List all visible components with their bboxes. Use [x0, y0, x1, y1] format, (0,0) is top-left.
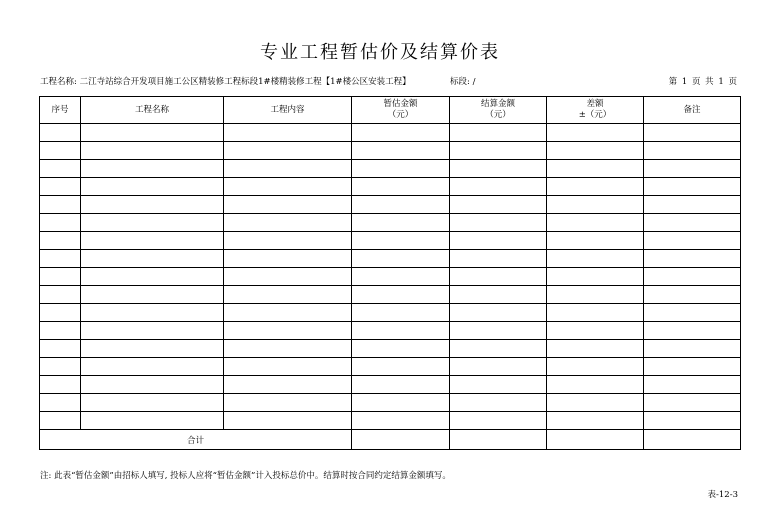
cell-remark	[644, 412, 741, 430]
table-row	[40, 286, 741, 304]
cell-index	[40, 376, 81, 394]
cell-difference	[547, 124, 644, 142]
cell-content	[224, 304, 352, 322]
cell-estimate	[352, 412, 450, 430]
cell-estimate	[352, 232, 450, 250]
table-row	[40, 376, 741, 394]
cell-difference	[547, 340, 644, 358]
cell-content	[224, 268, 352, 286]
col-header-estimate: 暂估金额 （元）	[352, 97, 450, 124]
cell-name	[81, 394, 224, 412]
cell-name	[81, 322, 224, 340]
cell-index	[40, 124, 81, 142]
cell-remark	[644, 340, 741, 358]
cell-index	[40, 160, 81, 178]
cell-index	[40, 196, 81, 214]
cell-content	[224, 124, 352, 142]
cell-name	[81, 250, 224, 268]
cell-index	[40, 232, 81, 250]
table-header-row	[40, 97, 741, 124]
section-label: 标段: /	[450, 77, 476, 87]
cell-content	[224, 178, 352, 196]
cell-content	[224, 322, 352, 340]
total-difference-cell	[547, 430, 644, 450]
cell-settlement	[450, 412, 547, 430]
cell-settlement	[450, 196, 547, 214]
cell-remark	[644, 286, 741, 304]
cell-name	[81, 376, 224, 394]
cell-settlement	[450, 124, 547, 142]
cell-remark	[644, 376, 741, 394]
cell-settlement	[450, 286, 547, 304]
cell-difference	[547, 214, 644, 232]
cell-settlement	[450, 394, 547, 412]
cell-index	[40, 394, 81, 412]
cell-content	[224, 250, 352, 268]
cell-name	[81, 232, 224, 250]
table-row	[40, 358, 741, 376]
cell-remark	[644, 196, 741, 214]
cell-estimate	[352, 376, 450, 394]
cell-name	[81, 358, 224, 376]
cell-estimate	[352, 340, 450, 358]
cell-remark	[644, 394, 741, 412]
cell-settlement	[450, 214, 547, 232]
cell-difference	[547, 322, 644, 340]
cell-remark	[644, 160, 741, 178]
cell-settlement	[450, 268, 547, 286]
cell-estimate	[352, 322, 450, 340]
cell-index	[40, 358, 81, 376]
table-row	[40, 178, 741, 196]
col-header-content: 工程内容	[224, 97, 352, 124]
table-row	[40, 412, 741, 430]
cell-remark	[644, 268, 741, 286]
cell-content	[224, 340, 352, 358]
cell-content	[224, 376, 352, 394]
table-row	[40, 214, 741, 232]
cell-content	[224, 196, 352, 214]
cell-remark	[644, 142, 741, 160]
cell-estimate	[352, 268, 450, 286]
cell-estimate	[352, 250, 450, 268]
cell-index	[40, 322, 81, 340]
project-name: 工程名称: 二江寺站综合开发项目施工公区精装修工程标段1#楼精装修工程【1#楼公区安装工程】	[40, 77, 411, 87]
cell-estimate	[352, 178, 450, 196]
cell-content	[224, 142, 352, 160]
cell-estimate	[352, 304, 450, 322]
cell-difference	[547, 376, 644, 394]
total-row	[40, 430, 741, 450]
col-header-name: 工程名称	[81, 97, 224, 124]
cell-remark	[644, 124, 741, 142]
total-remark-cell	[644, 430, 741, 450]
cell-difference	[547, 412, 644, 430]
cell-settlement	[450, 178, 547, 196]
table-row	[40, 196, 741, 214]
cell-name	[81, 160, 224, 178]
cell-settlement	[450, 340, 547, 358]
cell-index	[40, 286, 81, 304]
cell-index	[40, 340, 81, 358]
table-body	[40, 124, 741, 430]
cell-remark	[644, 214, 741, 232]
cell-estimate	[352, 214, 450, 232]
cell-settlement	[450, 232, 547, 250]
cell-name	[81, 304, 224, 322]
cell-difference	[547, 178, 644, 196]
footnote: 注: 此表“暂估金额”由招标人填写, 投标人应将“暂估金额”计入投标总价中。结算时按合同约定结算金额填写。	[40, 471, 451, 481]
cell-content	[224, 286, 352, 304]
table-row	[40, 304, 741, 322]
cell-name	[81, 178, 224, 196]
total-label: 合计	[40, 430, 352, 450]
total-settlement-cell	[450, 430, 547, 450]
cell-name	[81, 268, 224, 286]
page-title: 专业工程暂估价及结算价表	[260, 42, 500, 63]
cell-settlement	[450, 376, 547, 394]
cell-content	[224, 412, 352, 430]
cell-difference	[547, 358, 644, 376]
cell-remark	[644, 322, 741, 340]
cell-difference	[547, 394, 644, 412]
cell-index	[40, 268, 81, 286]
table-row	[40, 250, 741, 268]
page-info: 第 1 页 共 1 页	[668, 77, 738, 87]
table-row	[40, 322, 741, 340]
col-header-remark: 备注	[644, 97, 741, 124]
cell-settlement	[450, 322, 547, 340]
cell-index	[40, 304, 81, 322]
cell-difference	[547, 142, 644, 160]
cell-estimate	[352, 124, 450, 142]
cell-settlement	[450, 358, 547, 376]
cell-difference	[547, 160, 644, 178]
total-estimate-cell	[352, 430, 450, 450]
cell-difference	[547, 286, 644, 304]
cell-name	[81, 340, 224, 358]
form-code: 表-12-3	[707, 490, 738, 500]
cell-difference	[547, 250, 644, 268]
cell-estimate	[352, 196, 450, 214]
cell-settlement	[450, 250, 547, 268]
cell-settlement	[450, 142, 547, 160]
cell-remark	[644, 358, 741, 376]
cell-estimate	[352, 160, 450, 178]
cell-settlement	[450, 160, 547, 178]
table-row	[40, 124, 741, 142]
cell-remark	[644, 304, 741, 322]
col-header-index: 序号	[40, 97, 81, 124]
table-row	[40, 268, 741, 286]
cell-estimate	[352, 394, 450, 412]
cell-content	[224, 214, 352, 232]
cell-remark	[644, 178, 741, 196]
cell-settlement	[450, 304, 547, 322]
cell-difference	[547, 196, 644, 214]
cell-index	[40, 250, 81, 268]
cell-name	[81, 196, 224, 214]
cell-name	[81, 124, 224, 142]
cell-index	[40, 178, 81, 196]
cell-index	[40, 142, 81, 160]
cell-index	[40, 214, 81, 232]
cell-content	[224, 358, 352, 376]
cell-difference	[547, 232, 644, 250]
cell-content	[224, 394, 352, 412]
cell-estimate	[352, 142, 450, 160]
cell-index	[40, 412, 81, 430]
cell-difference	[547, 304, 644, 322]
cell-remark	[644, 250, 741, 268]
cell-remark	[644, 232, 741, 250]
table-row	[40, 394, 741, 412]
col-header-difference: 差额 ±（元）	[547, 97, 644, 124]
estimate-table	[39, 96, 741, 450]
cell-name	[81, 214, 224, 232]
col-header-settlement: 结算金额 （元）	[450, 97, 547, 124]
cell-name	[81, 142, 224, 160]
table-row	[40, 142, 741, 160]
cell-content	[224, 232, 352, 250]
cell-estimate	[352, 358, 450, 376]
table-row	[40, 160, 741, 178]
cell-estimate	[352, 286, 450, 304]
cell-content	[224, 160, 352, 178]
table-row	[40, 340, 741, 358]
table-row	[40, 232, 741, 250]
cell-name	[81, 412, 224, 430]
cell-difference	[547, 268, 644, 286]
cell-name	[81, 286, 224, 304]
